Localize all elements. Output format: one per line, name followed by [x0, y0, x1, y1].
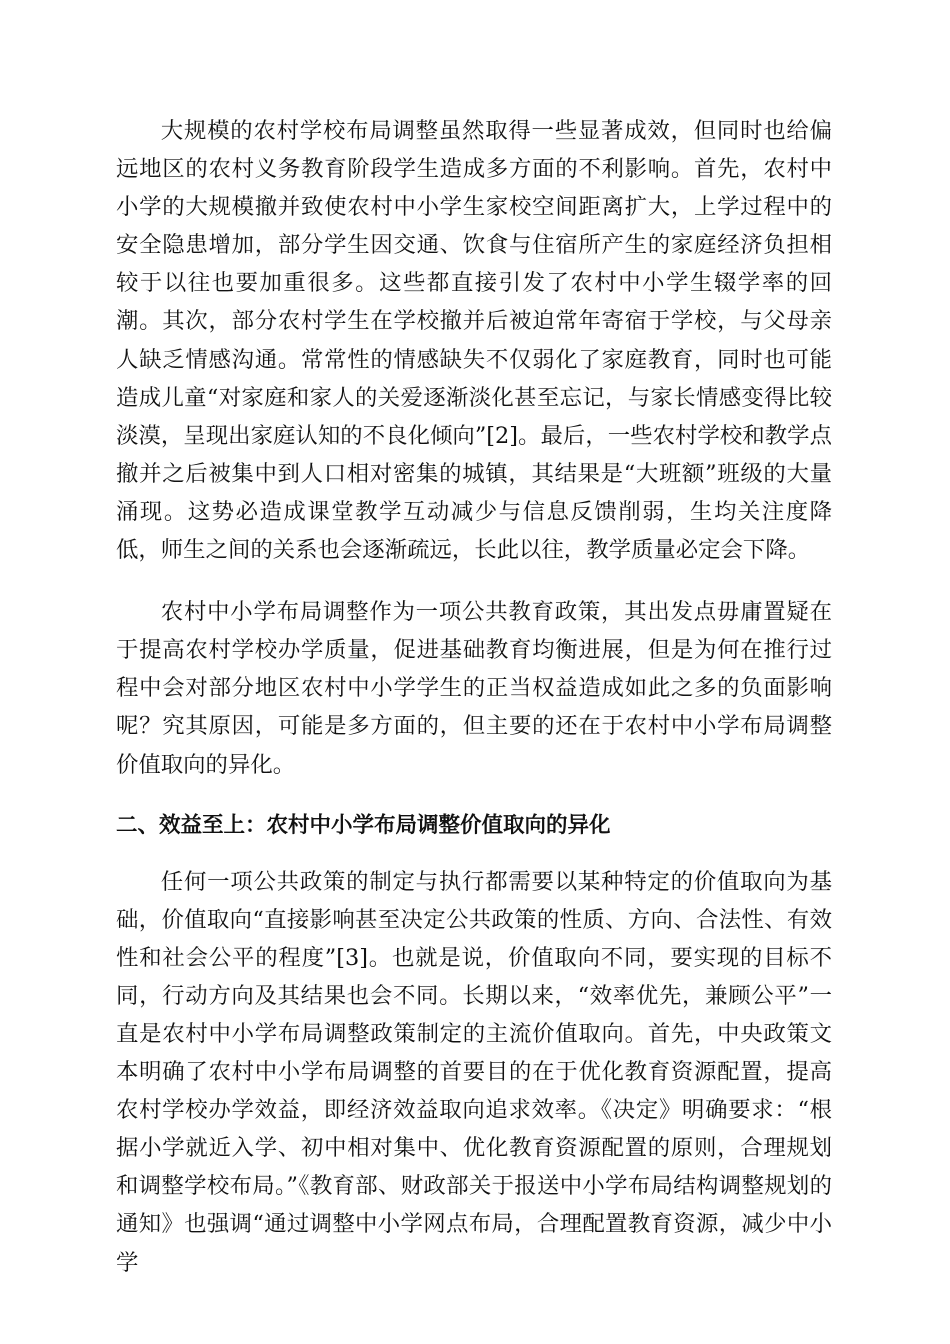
paragraph-3: 任何一项公共政策的制定与执行都需要以某种特定的价值取向为基础，价值取向“直接影响甚至决定公共政策的性质、方向、合法性、有效性和社会公平的程度”[3]。也就是说，价值取向不同，要实现的目标不同，行动方向及其结果也会不同。长期以来，“效率优先，兼顾公平”一直是农村中小学布局调整政策制定的主流价值取向。首先，中央政策文本明确了农村中小学布局调整的首要目的在于优化教育资源配置，提高农村学校办学效益，即经济效益取向追求效率。《决定》明确要求：“根据小学就近入学、初中相对集中、优化教育资源配置的原则，合理规划和调整学校布局。”《教育部、财政部关于报送中小学布局结构调整规划的通知》也强调“通过调整中小学网点布局，合理配置教育资源，减少中小学 — [116, 868, 832, 1276]
section-heading: 二、效益至上：农村中小学布局调整价值取向的异化 — [116, 812, 611, 838]
paragraph-2: 农村中小学布局调整作为一项公共教育政策，其出发点毋庸置疑在于提高农村学校办学质量，促进基础教育均衡进展，但是为何在推行过程中会对部分地区农村中小学学生的正当权益造成如此之多的负面影响呢？究其原因，可能是多方面的，但主要的还在于农村中小学布局调整价值取向的异化。 — [116, 599, 832, 778]
document-body — [116, 112, 832, 1282]
paragraph-1: 大规模的农村学校布局调整虽然取得一些显著成效，但同时也给偏远地区的农村义务教育阶段学生造成多方面的不利影响。首先，农村中小学的大规模撤并致使农村中小学生家校空间距离扩大，上学过程中的安全隐患增加，部分学生因交通、饮食与住宿所产生的家庭经济负担相较于以往也要加重很多。这些都直接引发了农村中小学生辍学率的回潮。其次，部分农村学生在学校撤并后被迫常年寄宿于学校，与父母亲人缺乏情感沟通。常常性的情感缺失不仅弱化了家庭教育，同时也可能造成儿童“对家庭和家人的关爱逐渐淡化甚至忘记，与家长情感变得比较淡漠，呈现出家庭认知的不良化倾向”[2]。最后，一些农村学校和教学点撤并之后被集中到人口相对密集的城镇，其结果是“大班额”班级的大量涌现。这势必造成课堂教学互动减少与信息反馈削弱，生均关注度降低，师生之间的关系也会逐渐疏远，长此以往，教学质量必定会下降。 — [116, 118, 832, 564]
